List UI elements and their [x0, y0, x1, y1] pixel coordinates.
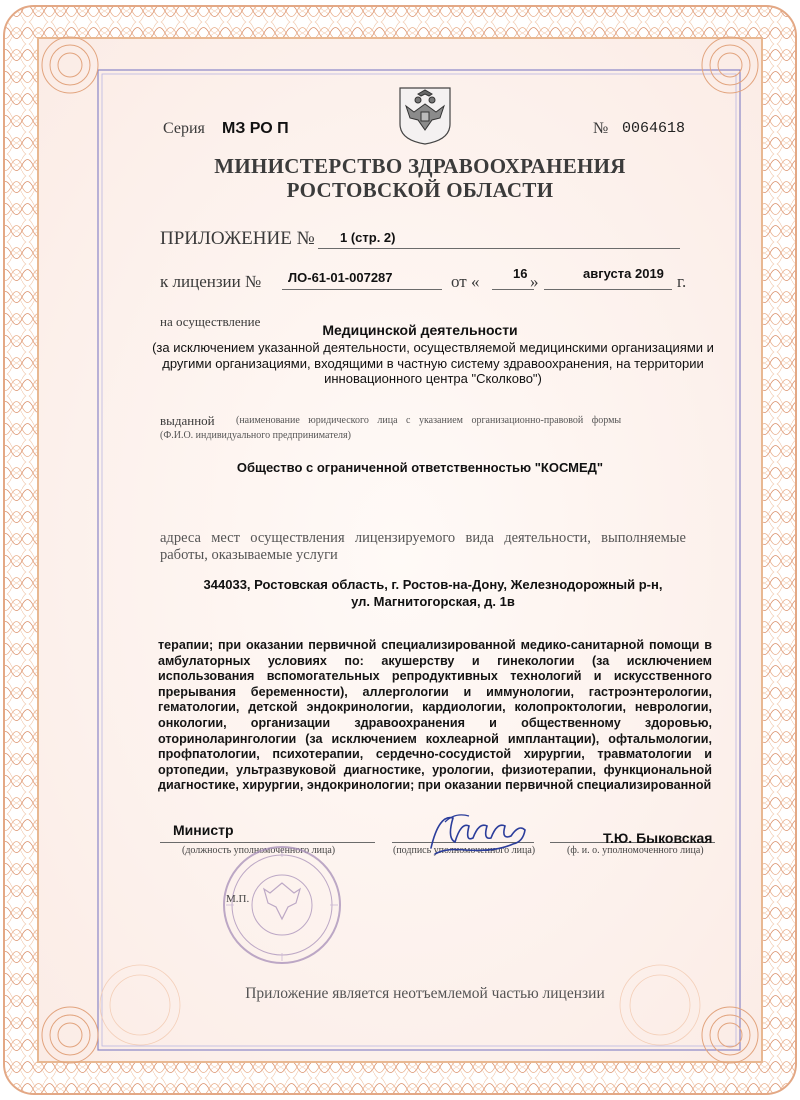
issued-hint-2: (Ф.И.О. индивидуального предпринимателя)	[160, 430, 351, 441]
signature-hint: (подпись уполномоченного лица)	[393, 845, 536, 856]
addresses-label: адреса мест осуществления лицензируемого вида деятельности, выполняемые работы, оказываемые услуги	[160, 530, 686, 563]
services-text: терапии; при оказании первичной специализированной медико-санитарной помощи в амбулаторных условиях по: акушерству и гинекологии (за исключением использования вспомогательных репродуктивных технологий и искусственного прерывания беременности), аллергологии и иммунологии, гастроэнтерологии, гематологии, детской эндокринологии, кардиологии, колопроктологии, неврологии, онкологии, организации здравоохранения и общественному здоровью, оториноларингологии (за исключением кохлеарной имплантации), офтальмологии, профпатологии, психотерапии, сердечно-сосудистой хирургии, травматологии и ортопедии, ультразвуковой диагностике, урологии, физиотерапии, функциональной диагностике, хирургии, эндокринологии; при оказании первичной специализированной	[158, 638, 712, 793]
address-line-1: 344033, Ростовская область, г. Ростов-на-Дону, Железнодорожный р-н,	[203, 577, 663, 592]
series-value: МЗ РО П	[222, 120, 289, 137]
activity-title: Медицинской деятельности	[322, 322, 518, 338]
license-label: к лицензии №	[160, 272, 262, 291]
activity-description: (за исключением указанной деятельности, осуществляемой медицинскими организациями и другими организациями, входящими в частную систему здравоохранения, на территории инновационного центра "Сколково")	[152, 340, 714, 386]
annex-label: ПРИЛОЖЕНИЕ №	[160, 228, 315, 249]
series-label: Серия	[163, 120, 205, 137]
number-label: №	[593, 120, 609, 137]
organization-name: Общество с ограниченной ответственностью "КОСМЕД"	[236, 460, 604, 475]
footer-note: Приложение является неотъемлемой частью лицензии	[245, 985, 605, 1002]
number-value: 0064618	[622, 120, 686, 137]
activity-label: на осуществление	[160, 314, 261, 329]
issued-hint: (наименование юридического лица с указанием организационно-правовой формы	[236, 415, 622, 426]
position-hint: (должность уполномоченного лица)	[182, 845, 336, 856]
address-line-2: ул. Магнитогорская, д. 1в	[351, 594, 515, 609]
ministry-title-line2: РОСТОВСКОЙ ОБЛАСТИ	[286, 178, 554, 202]
license-month-year: августа 2019	[583, 266, 664, 281]
russian-emblem-icon	[396, 84, 454, 146]
ministry-title-line1: МИНИСТЕРСТВО ЗДРАВООХРАНЕНИЯ	[214, 154, 626, 178]
issued-label: выданной	[160, 413, 215, 428]
official-seal-icon	[220, 843, 344, 967]
handwritten-signature-icon	[425, 808, 540, 860]
annex-value: 1 (стр. 2)	[340, 230, 396, 245]
license-date-from: от «	[451, 272, 480, 291]
signatory-name: Т.Ю. Быковская	[603, 830, 713, 846]
license-year-suffix: г.	[677, 272, 687, 291]
license-quote-close: »	[530, 272, 539, 291]
stamp-place: М.П.	[226, 893, 250, 905]
signatory-position: Министр	[173, 822, 234, 838]
license-number: ЛО-61-01-007287	[288, 270, 393, 285]
license-day: 16	[513, 266, 528, 281]
name-hint: (ф. и. о. уполномоченного лица)	[567, 845, 704, 856]
